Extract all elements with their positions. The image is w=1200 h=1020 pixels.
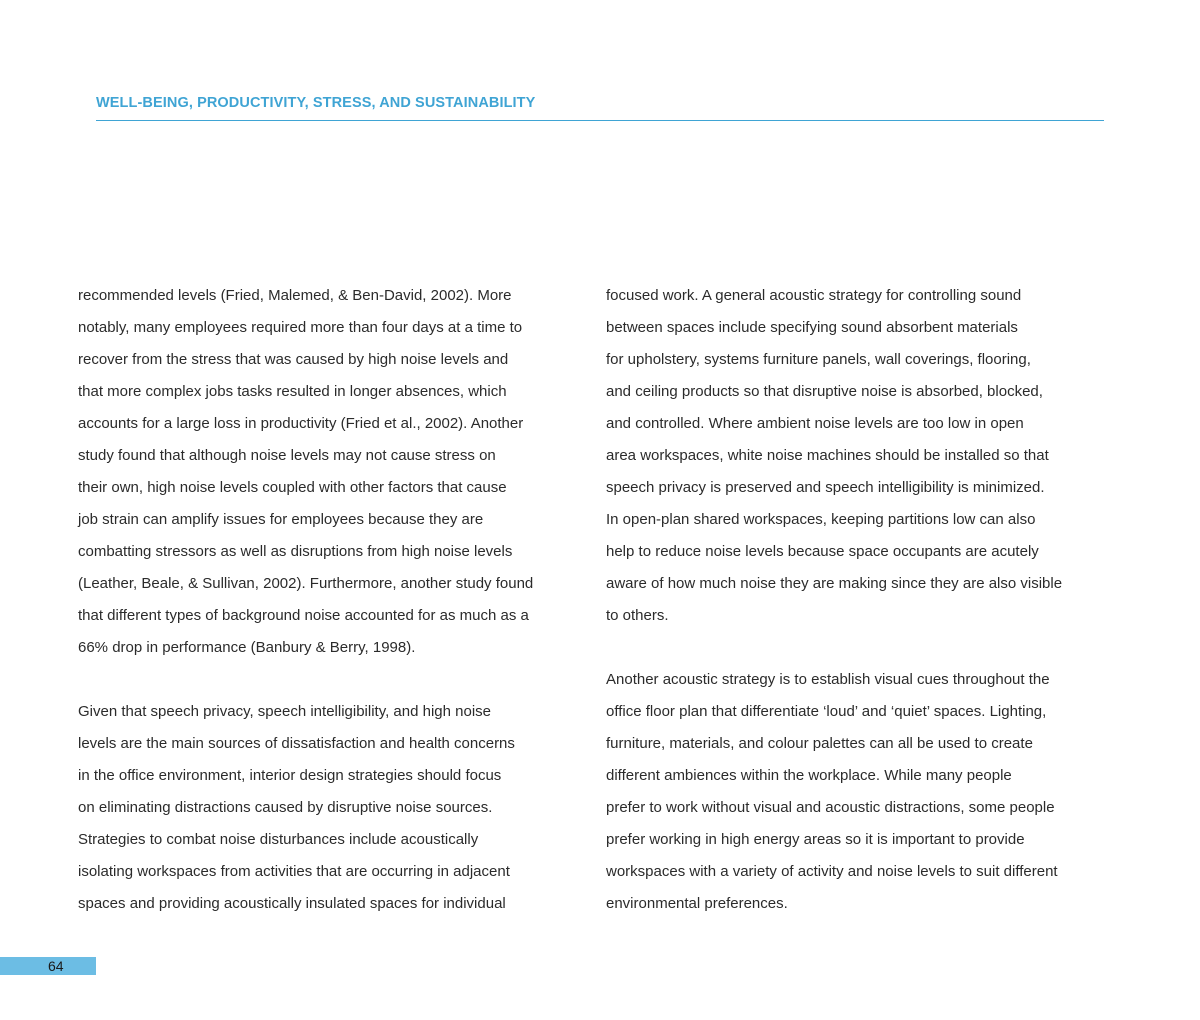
text-line: 66% drop in performance (Banbury & Berry, 1998). [78, 639, 416, 656]
page-number: 64 [48, 958, 64, 974]
text-line: prefer working in high energy areas so it is important to provide [606, 831, 1025, 848]
text-line: spaces and providing acoustically insulated spaces for individual [78, 895, 506, 912]
text-line: their own, high noise levels coupled with other factors that cause [78, 479, 507, 496]
body-paragraph [606, 280, 1096, 632]
text-line: notably, many employees required more than four days at a time to [78, 319, 523, 336]
text-line: speech privacy is preserved and speech intelligibility is minimized. [606, 479, 1045, 496]
text-line: In open-plan shared workspaces, keeping partitions low can also [606, 511, 1036, 528]
left-column [78, 280, 568, 920]
text-line: prefer to work without visual and acoustic distractions, some people [606, 799, 1055, 816]
text-line: help to reduce noise levels because space occupants are acutely [606, 543, 1039, 560]
text-line: furniture, materials, and colour palettes can all be used to create [606, 735, 1033, 752]
text-line: combatting stressors as well as disruptions from high noise levels [78, 543, 513, 560]
text-line: office floor plan that differentiate ‘loud’ and ‘quiet’ spaces. Lighting, [606, 703, 1047, 720]
text-line: area workspaces, white noise machines should be installed so that [606, 447, 1049, 464]
text-line: isolating workspaces from activities that are occurring in adjacent [78, 863, 510, 880]
text-line: for upholstery, systems furniture panels, wall coverings, flooring, [606, 351, 1031, 368]
text-line: Another acoustic strategy is to establish visual cues throughout the [606, 671, 1050, 688]
body-paragraph [606, 664, 1096, 920]
text-line: and ceiling products so that disruptive noise is absorbed, blocked, [606, 383, 1043, 400]
text-line: Given that speech privacy, speech intelligibility, and high noise [78, 703, 492, 720]
text-line: recover from the stress that was caused by high noise levels and [78, 351, 509, 368]
text-line: aware of how much noise they are making since they are also visible [606, 575, 1063, 592]
text-line: (Leather, Beale, & Sullivan, 2002). Furthermore, another study found [78, 575, 534, 592]
text-line: focused work. A general acoustic strategy for controlling sound [606, 287, 1022, 304]
text-line: recommended levels (Fried, Malemed, & Ben-David, 2002). More [78, 287, 512, 304]
text-line: that different types of background noise accounted for as much as a [78, 607, 529, 624]
header-rule [96, 120, 1104, 121]
text-line: environmental preferences. [606, 895, 788, 912]
text-line: levels are the main sources of dissatisfaction and health concerns [78, 735, 515, 752]
text-line: workspaces with a variety of activity and noise levels to suit different [606, 863, 1058, 880]
text-line: on eliminating distractions caused by disruptive noise sources. [78, 799, 493, 816]
body-paragraph [78, 696, 568, 920]
text-line: that more complex jobs tasks resulted in longer absences, which [78, 383, 507, 400]
text-line: between spaces include specifying sound absorbent materials [606, 319, 1018, 336]
text-line: accounts for a large loss in productivity (Fried et al., 2002). Another [78, 415, 524, 432]
right-column [606, 280, 1096, 920]
body-paragraph [78, 280, 568, 664]
running-header: WELL-BEING, PRODUCTIVITY, STRESS, AND SUSTAINABILITY [96, 95, 536, 111]
text-line: job strain can amplify issues for employees because they are [78, 511, 484, 528]
text-line: to others. [606, 607, 669, 624]
text-line: and controlled. Where ambient noise levels are too low in open [606, 415, 1024, 432]
text-line: study found that although noise levels may not cause stress on [78, 447, 496, 464]
text-line: different ambiences within the workplace. While many people [606, 767, 1012, 784]
text-line: Strategies to combat noise disturbances include acoustically [78, 831, 479, 848]
text-line: in the office environment, interior design strategies should focus [78, 767, 502, 784]
